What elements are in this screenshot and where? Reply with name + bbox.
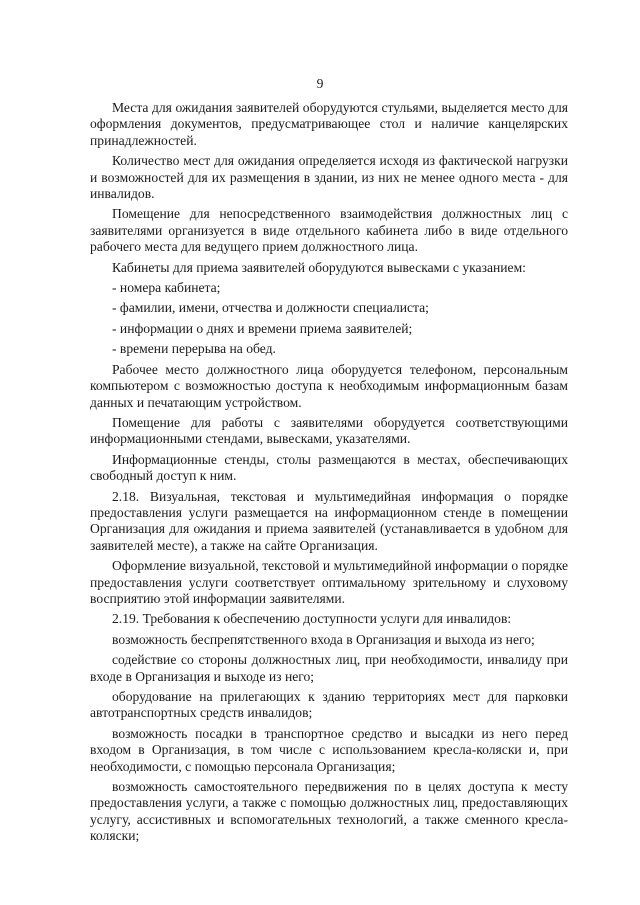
paragraph-section-2-19: 2.19. Требования к обеспечению доступности услуги для инвалидов:: [112, 611, 512, 627]
paragraph-office-signs: Кабинеты для приема заявителей оборудуются вывесками с указанием:: [112, 259, 526, 275]
page-number: 9: [316, 76, 324, 91]
paragraph-seat-count: Количество мест для ожидания определяется исходя из фактической нагрузки и возможностей для их размещения в здании, из них не менее одного места - для инвалидов.: [90, 153, 568, 202]
paragraph-transport-boarding: возможность посадки в транспортное средство и высадки из него перед входом в Организация, в том числе с использованием кресла-коляски и, при необходимости, с помощью персонала Организация;: [90, 725, 568, 774]
paragraph-waiting-places: Места для ожидания заявителей оборудуются стульями, выделяется место для оформления документов, предусматривающее стол и наличие канцелярских принадлежностей.: [90, 100, 568, 148]
paragraph-interaction-room: Помещение для непосредственного взаимодействия должностных лиц с заявителями организуется в виде отдельного кабинета либо в виде отдельного рабочего места для ведущего прием должностного лица.: [90, 206, 568, 255]
paragraph-section-2-18: 2.18. Визуальная, текстовая и мультимедийная информация о порядке предоставления услуги размещается на информационном стенде в помещении Организация для ожидания и приема заявителей (устанавливается в удобном для заявителей месте), а также на сайте Организация.: [90, 488, 568, 553]
paragraph-stands-placement: Информационные стенды, столы размещаются в местах, обеспечивающих свободный доступ к ним.: [90, 451, 568, 484]
paragraph-info-stands-room: Помещение для работы с заявителями оборудуется соответствующими информационными стендами, вывесками, указателями.: [90, 414, 568, 447]
paragraph-workplace-equipment: Рабочее место должностного лица оборудуется телефоном, персональным компьютером с возможностью доступа к необходимым информационным базам данных и печатающим устройством.: [90, 361, 568, 410]
document-body: [90, 100, 568, 849]
list-item-specialist-name: - фамилии, имени, отчества и должности специалиста;: [112, 300, 429, 316]
list-item-office-number: - номера кабинета;: [112, 280, 221, 296]
list-item-reception-hours: - информации о днях и времени приема заявителей;: [112, 320, 413, 336]
paragraph-parking: оборудование на прилегающих к зданию территориях мест для парковки автотранспортных средств инвалидов;: [90, 689, 568, 721]
paragraph-entry-exit: возможность беспрепятственного входа в Организация и выхода из него;: [112, 631, 535, 647]
list-item-lunch-break: - времени перерыва на обед.: [112, 341, 276, 357]
paragraph-independent-movement: возможность самостоятельного передвижения по в целях доступа к месту предоставления услуги, а также с помощью должностных лиц, предоставляющих услугу, ассистивных и вспомогательных технологий, а также сменного кресла-коляски;: [90, 779, 568, 844]
paragraph-info-design: Оформление визуальной, текстовой и мультимедийной информации о порядке предоставления услуги соответствует оптимальному зрительному и слуховому восприятию этой информации заявителями.: [90, 558, 568, 606]
paragraph-staff-assistance: содействие со стороны должностных лиц, при необходимости, инвалиду при входе в Организация и выходе из него;: [90, 652, 568, 684]
